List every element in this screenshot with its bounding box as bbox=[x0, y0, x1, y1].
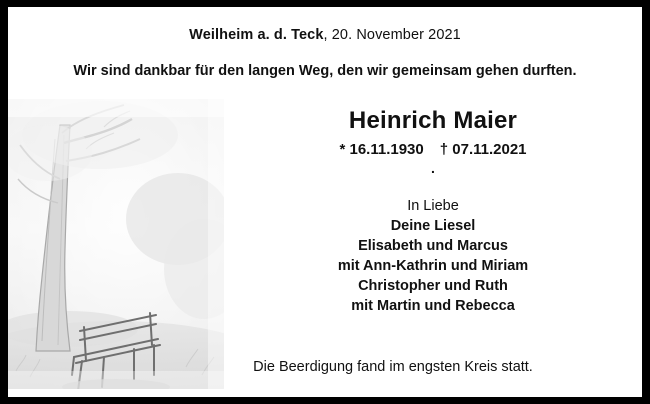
death-date: † 07.11.2021 bbox=[439, 141, 527, 158]
family-list bbox=[224, 216, 642, 316]
notice-text-column bbox=[224, 99, 642, 349]
intro-text: Wir sind dankbar für den langen Weg, den wir gemeinsam gehen durften. bbox=[73, 63, 577, 79]
tree-and-bench-drawing-icon bbox=[8, 99, 224, 389]
deceased-name: Heinrich Maier bbox=[348, 107, 518, 134]
location-text: Weilheim a. d. Teck bbox=[189, 27, 324, 43]
list-item: Christopher und Ruth bbox=[358, 278, 508, 294]
location-date-line bbox=[8, 27, 642, 43]
birth-date: * 16.11.1930 bbox=[339, 141, 424, 158]
closing-label: In Liebe bbox=[407, 198, 459, 214]
location-date-separator: , bbox=[323, 27, 332, 43]
funeral-note: Die Beerdigung fand im engsten Kreis statt. bbox=[253, 359, 533, 375]
list-item: Deine Liesel bbox=[390, 218, 476, 234]
list-item: mit Ann-Kathrin und Miriam bbox=[337, 258, 529, 274]
list-item: Elisabeth und Marcus bbox=[358, 238, 508, 254]
date-text: 20. November 2021 bbox=[331, 27, 461, 43]
obituary-inner bbox=[8, 7, 642, 397]
life-dates bbox=[224, 141, 642, 158]
list-item: mit Martin und Rebecca bbox=[351, 298, 515, 314]
separator-dot: . bbox=[431, 160, 435, 176]
